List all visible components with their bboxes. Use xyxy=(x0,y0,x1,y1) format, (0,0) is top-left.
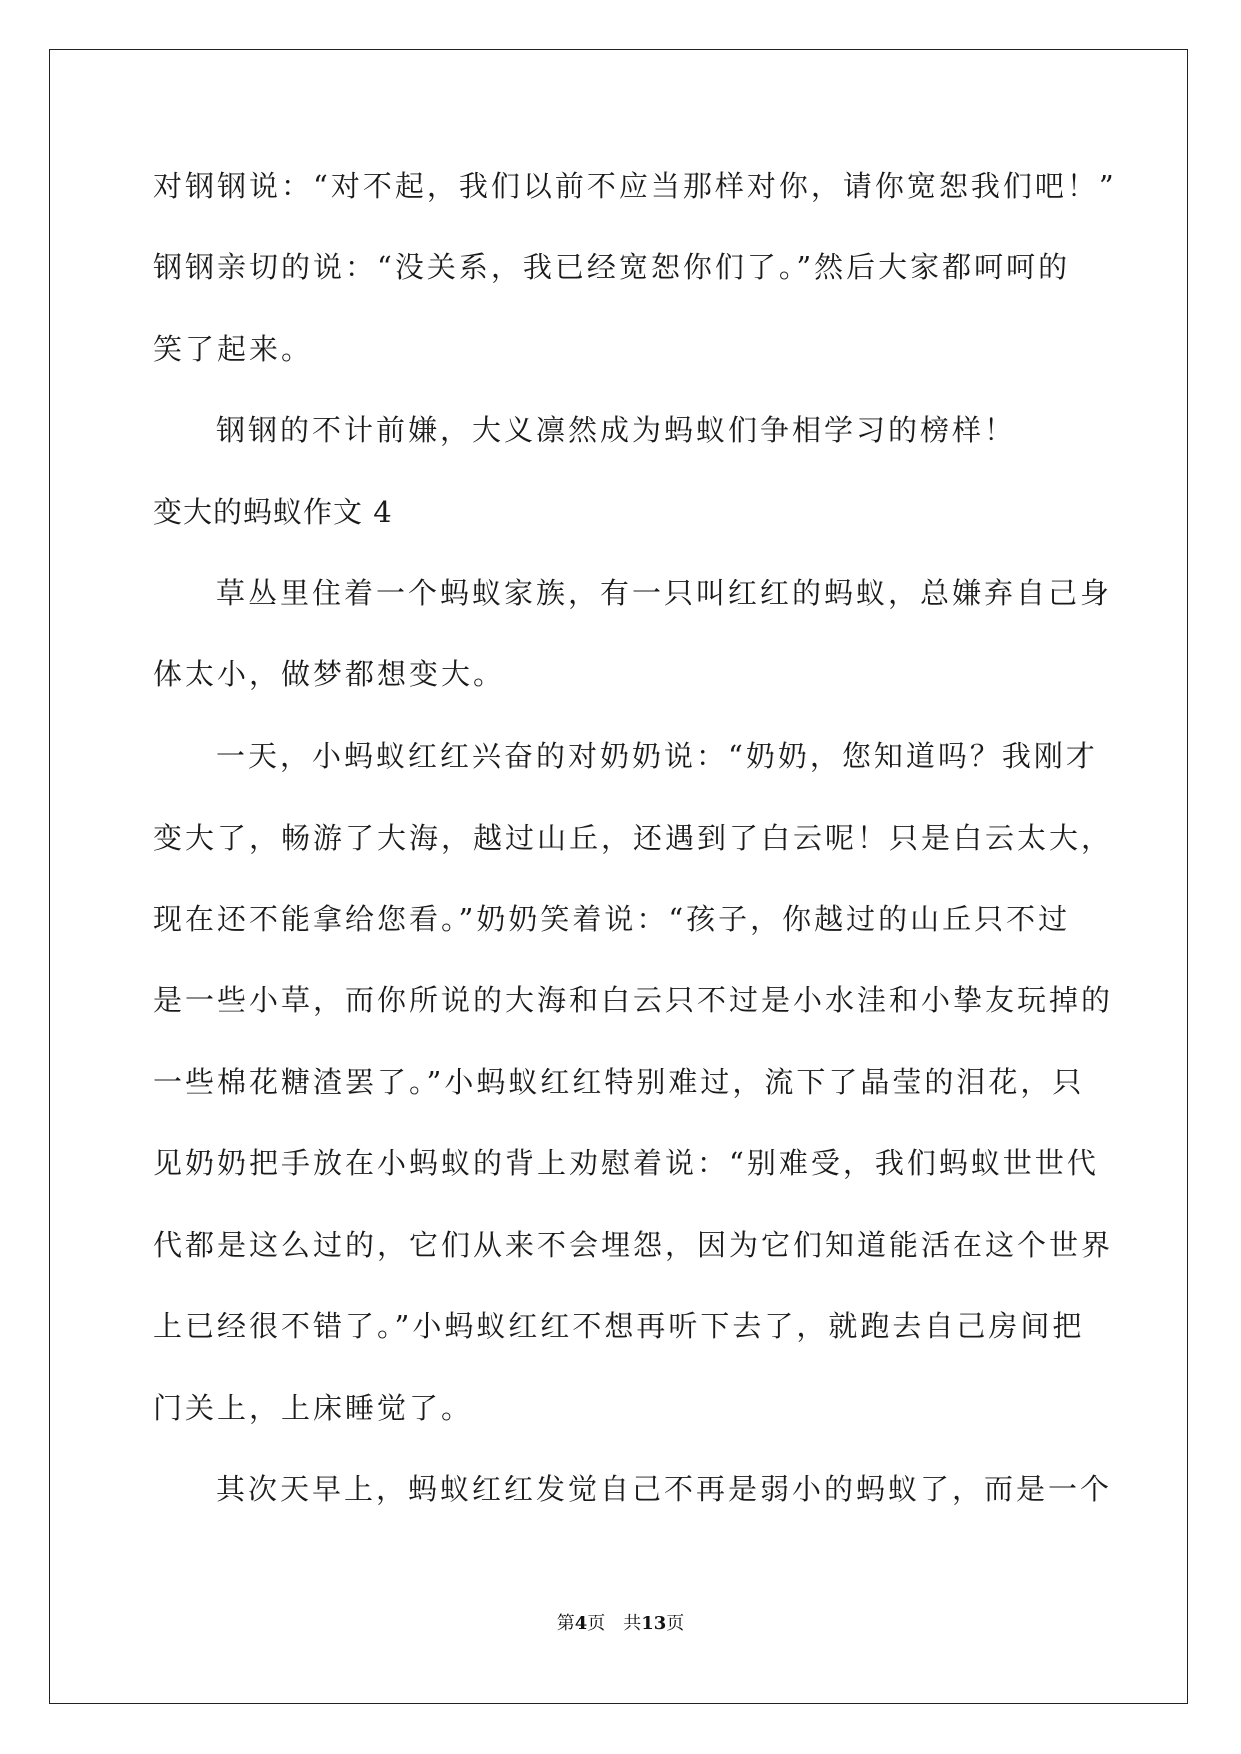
text-line: 代都是这么过的，它们从来不会埋怨，因为它们知道能活在这个世界 xyxy=(153,1228,1114,1262)
text-line: 一些棉花糖渣罢了。”小蚂蚁红红特别难过，流下了晶莹的泪花，只 xyxy=(153,1065,1085,1099)
section-heading: 变大的蚂蚁作文 4 xyxy=(153,495,393,529)
text-line: 上已经很不错了。”小蚂蚁红红不想再听下去了，就跑去自己房间把 xyxy=(153,1309,1085,1343)
text-line: 体太小，做梦都想变大。 xyxy=(153,657,506,691)
total-prefix: 共 xyxy=(623,1613,642,1634)
text-line: 钢钢亲切的说：“没关系，我已经宽恕你们了。”然后大家都呵呵的 xyxy=(153,250,1071,284)
paragraph-start-line: 草丛里住着一个蚂蚁家族，有一只叫红红的蚂蚁，总嫌弃自己身 xyxy=(216,576,1113,610)
text-line: 现在还不能拿给您看。”奶奶笑着说：“孩子，你越过的山丘只不过 xyxy=(153,902,1071,936)
total-pages: 13 xyxy=(641,1613,667,1634)
page-border xyxy=(49,49,1188,1704)
page-suffix: 页 xyxy=(587,1613,606,1634)
text-line: 对钢钢说：“对不起，我们以前不应当那样对你，请你宽恕我们吧！” xyxy=(153,169,1117,203)
text-line: 笑了起来。 xyxy=(153,332,314,366)
page-prefix: 第 xyxy=(556,1613,575,1634)
paragraph-start-line: 其次天早上，蚂蚁红红发觉自己不再是弱小的蚂蚁了，而是一个 xyxy=(216,1472,1113,1506)
text-line: 见奶奶把手放在小蚂蚁的背上劝慰着说：“别难受，我们蚂蚁世世代 xyxy=(153,1146,1099,1180)
paragraph-start-line: 一天，小蚂蚁红红兴奋的对奶奶说：“奶奶，您知道吗？我刚才 xyxy=(216,739,1098,773)
paragraph-start-line: 钢钢的不计前嫌，大义凛然成为蚂蚁们争相学习的榜样！ xyxy=(216,413,1017,447)
page-number: 4 xyxy=(574,1613,588,1634)
total-suffix: 页 xyxy=(666,1613,685,1634)
text-line: 变大了，畅游了大海，越过山丘，还遇到了白云呢！只是白云太大， xyxy=(153,821,1114,855)
text-line: 是一些小草，而你所说的大海和白云只不过是小水洼和小挚友玩掉的 xyxy=(153,983,1114,1017)
page-footer xyxy=(0,1613,1241,1635)
text-line: 门关上，上床睡觉了。 xyxy=(153,1391,474,1425)
